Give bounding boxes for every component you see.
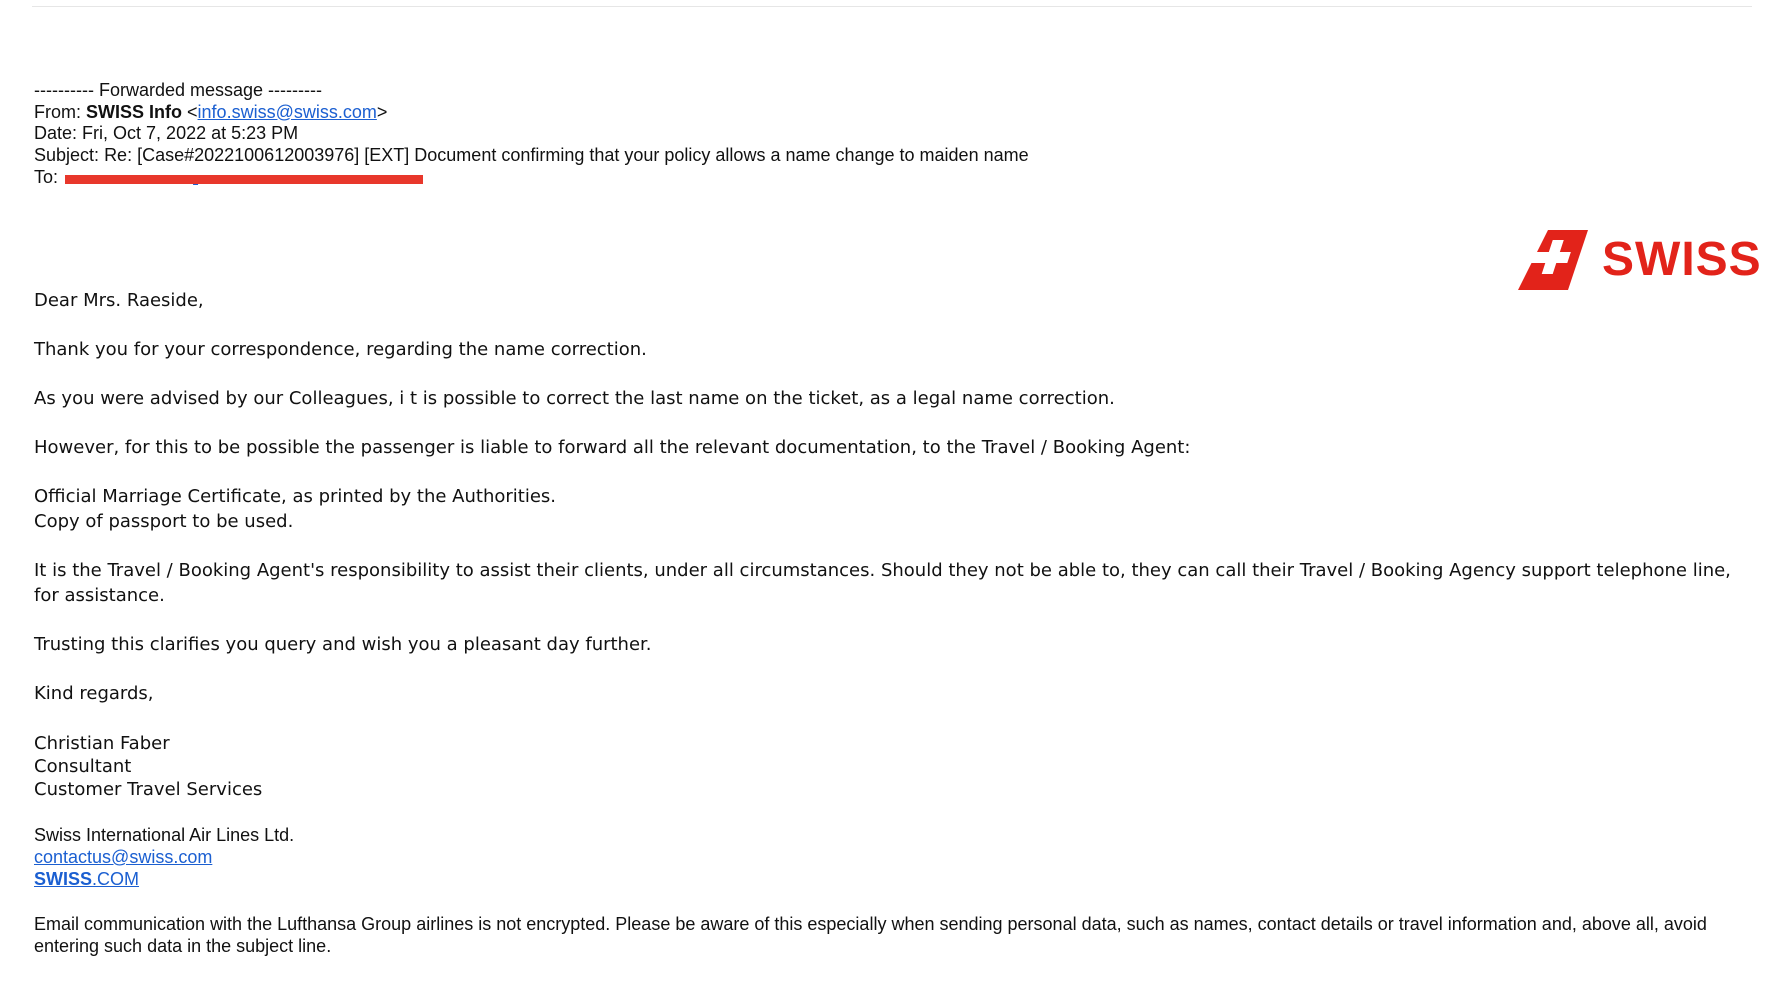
paragraph-requirements: However, for this to be possible the passenger is liable to forward all the relevant documentation, to the Travel / Booking Agent:: [34, 437, 1191, 458]
website-link-rest: .COM: [92, 869, 140, 889]
email-close-bracket: >: [376, 101, 388, 122]
to-row: [34, 167, 1029, 189]
subject-value: Re: [Case#2022100612003976] [EXT] Document confirming that your policy allows a name change to maiden name: [104, 145, 1029, 166]
encryption-disclaimer: Email communication with the Lufthansa Group airlines is not encrypted. Please be aware of this especially when sending personal data, such as names, contact details or travel information and, above all, avoid entering such data in the subject line.: [34, 914, 1707, 956]
company-name: Swiss International Air Lines Ltd.: [34, 825, 295, 845]
forwarded-header: [34, 80, 1029, 189]
sender-name: SWISS Info: [86, 101, 183, 122]
contact-email-link[interactable]: contactus@swiss.com: [34, 847, 213, 867]
top-divider: [32, 6, 1752, 7]
date-row: [34, 123, 1029, 145]
paragraph-thanks: Thank you for your correspondence, regarding the name correction.: [34, 339, 647, 360]
date-value: Fri, Oct 7, 2022 at 5:23 PM: [82, 123, 299, 144]
email-body: [34, 288, 1754, 730]
document-item-certificate: Official Marriage Certificate, as printed by the Authorities.: [34, 486, 556, 507]
signature-block: [34, 732, 262, 801]
paragraph-trusting: Trusting this clarifies you query and wish you a pleasant day further.: [34, 634, 652, 655]
swiss-cross-horizontal: [1531, 252, 1571, 263]
greeting: Dear Mrs. Raeside,: [34, 290, 204, 311]
signature-name: Christian Faber: [34, 733, 170, 754]
email-open-bracket: <: [187, 101, 198, 122]
swiss-logo-text: SWISS: [1602, 233, 1762, 286]
subject-row: [34, 145, 1029, 167]
paragraph-advised: As you were advised by our Colleagues, i t is possible to correct the last name on the ticket, as a legal name correction.: [34, 388, 1115, 409]
forwarded-line: ---------- Forwarded message ---------: [34, 80, 322, 100]
redaction-bar: [65, 175, 423, 184]
to-label: To:: [34, 166, 59, 187]
signature-department: Customer Travel Services: [34, 779, 263, 800]
swiss-logo: [1518, 230, 1768, 290]
document-item-passport: Copy of passport to be used.: [34, 511, 294, 532]
signature-title: Consultant: [34, 756, 132, 777]
date-label: Date:: [34, 123, 78, 144]
sender-email-link[interactable]: info.swiss@swiss.com: [197, 101, 377, 122]
website-link-bold: SWISS: [34, 869, 93, 889]
subject-label: Subject:: [34, 145, 100, 166]
from-row: [34, 102, 1029, 124]
paragraph-responsibility: It is the Travel / Booking Agent's responsibility to assist their clients, under all circumstances. Should they not be able to, they can call their Travel / Booking Agency support telephone line, for assistance.: [34, 560, 1731, 606]
from-label: From:: [34, 101, 81, 122]
company-block: [34, 824, 294, 890]
website-link[interactable]: [34, 869, 139, 889]
closing: Kind regards,: [34, 683, 154, 704]
